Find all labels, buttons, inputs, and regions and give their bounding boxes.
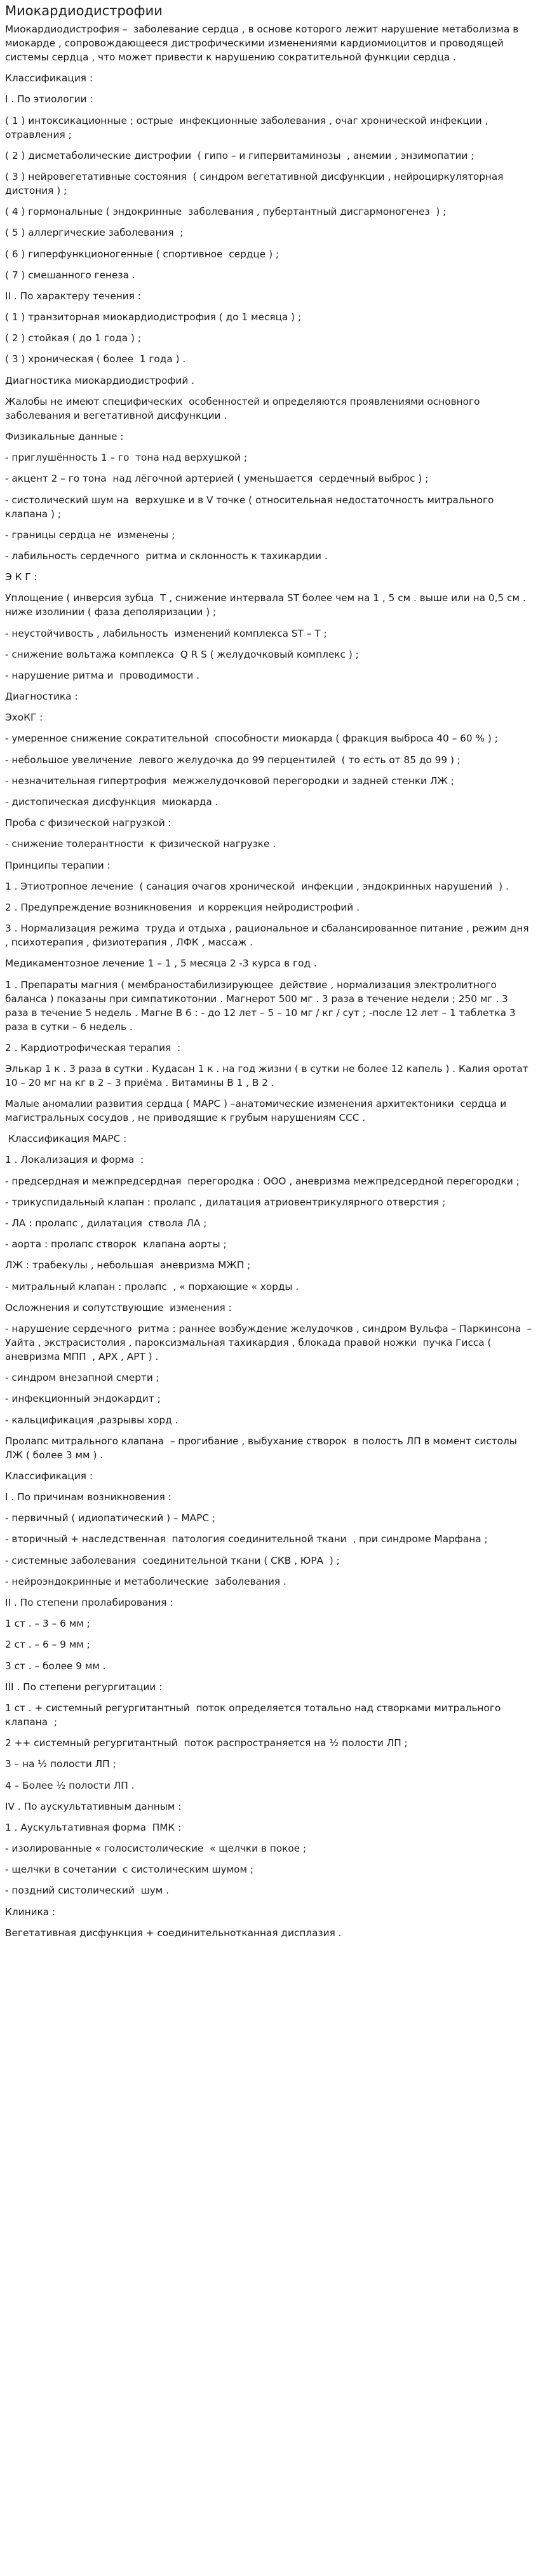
paragraph: - снижение толерантности к физической нагрузке . [5,838,276,850]
paragraph: 1 . Препараты магния ( мембраностабилизирующее действие , нормализация электролитного баланса ) показаны при симпатикотонии . Магнерот 500 мг . 3 раза в течение недели ; 250 мг . 3 раза в течение 5 недель . Магне В 6 : - до 12 лет – 5 – 10 мг / кг / сут ; -после 12 лет – 1 таблетка 3 раза в сутки – 6 недель . [5,979,519,1033]
paragraph: ( 3 ) нейровегетативные состояния ( синдром вегетативной дисфункции , нейроциркуляторная дистония ) ; [5,170,507,196]
paragraph: - незначительная гипертрофия межжелудочковой перегородки и задней стенки ЛЖ ; [5,775,454,787]
paragraph: - лабильность сердечного ритма и склонность к тахикардии . [5,550,328,562]
paragraph: - поздний систолический шум . [5,1885,169,1897]
paragraph: Классификация МАРС : [5,1133,127,1145]
paragraph: ( 2 ) стойкая ( до 1 года ) ; [5,332,141,344]
document-body [5,22,533,1940]
paragraph: Пролапс митрального клапана – прогибание , выбухание створок в полость ЛП в момент систолы ЛЖ ( более 3 мм ) . [5,1435,523,1461]
paragraph: II . По характеру течения : [5,290,141,302]
paragraph: II . По степени пролабирования : [5,1597,173,1608]
paragraph: 1 ст . – 3 – 6 мм ; [5,1618,90,1630]
paragraph: ( 7 ) смешанного генеза . [5,269,135,281]
paragraph: - снижение вольтажа комплекса Q R S ( желудочковый комплекс ) ; [5,648,359,660]
paragraph: Элькар 1 к . 3 раза в сутки . Кудасан 1 к . на год жизни ( в сутки не более 12 капель ) . Калия оротат 10 – 20 мг на кг в 2 – 3 приёма . Витамины В 1 , В 2 . [5,1062,532,1088]
paragraph: 3 ст . – более 9 мм . [5,1660,106,1672]
paragraph: Клиника : [5,1906,56,1918]
paragraph: - небольшое увеличение левого желудочка до 99 перцентилей ( то есть от 85 до 99 ) ; [5,754,461,766]
page-title: Миокардиодистрофии [5,3,163,18]
paragraph: - неустойчивость , лабильность изменений комплекса ST – T ; [5,627,327,639]
paragraph: - системные заболевания соединительной ткани ( СКВ , ЮРА ) ; [5,1554,340,1566]
paragraph: 1 ст . + системный регургитантный поток определяется тотально над створками митрального клапана ; [5,1702,504,1728]
paragraph: I . По этиологии : [5,93,93,105]
paragraph: 3 – на ½ полости ЛП ; [5,1758,116,1770]
paragraph: Классификация : [5,72,93,85]
paragraph: Физикальные данные : [5,431,124,442]
paragraph: 1 . Аускультативная форма ПМК : [5,1821,182,1833]
paragraph: - щелчки в сочетании с систолическим шумом ; [5,1864,254,1876]
paragraph: 1 . Этиотропное лечение ( санация очагов хронической инфекции , эндокринных нарушений ) . [5,880,509,892]
paragraph: - дистопическая дисфункция миокарда . [5,796,219,808]
paragraph: ( 1 ) интоксикационные ; острые инфекционные заболевания , очаг хронической инфекции , отравления ; [5,114,492,140]
paragraph: - ЛА : пролапс , дилатация ствола ЛА ; [5,1217,207,1229]
paragraph: ( 1 ) транзиторная миокардиодистрофия ( до 1 месяца ) ; [5,311,302,323]
paragraph: 3 . Нормализация режима труда и отдыха , рациональное и сбалансированное питание , режим дня , психотерапия , физиотерапия , ЛФК , массаж . [5,923,532,949]
paragraph: - умеренное снижение сократительной способности миокарда ( фракция выброса 40 – 60 % ) ; [5,733,498,745]
paragraph: Проба с физической нагрузкой : [5,817,171,829]
paragraph: III . По степени регургитации : [5,1681,163,1693]
paragraph: Миокардиодистрофия – заболевание сердца , в основе которого лежит нарушение метаболизма в миокарде , сопровождающееся дистрофическими изменениями кардиомиоцитов и проводящей системы сердца , что может привести к нарушению сократительной функции сердца . [5,24,522,63]
paragraph: - изолированные « голосистолические « щелчки в покое ; [5,1843,307,1855]
paragraph: Медикаментозное лечение 1 – 1 , 5 месяца 2 -3 курса в год . [5,958,317,970]
paragraph: Малые аномалии развития сердца ( МАРС ) –анатомические изменения архитектоники сердца и магистральных сосудов , не приводящие к грубым нарушениям ССС . [5,1098,510,1124]
paragraph: Осложнения и сопутствующие изменения : [5,1301,232,1313]
paragraph: 2 . Предупреждение возникновения и коррекция нейродистрофий . [5,901,360,913]
paragraph: ЛЖ : трабекулы , небольшая аневризма МЖП ; [5,1259,251,1271]
paragraph: Вегетативная дисфункция + соединительнотканная дисплазия . [5,1927,342,1939]
paragraph: ( 6 ) гиперфункционогенные ( спортивное сердце ) ; [5,248,279,260]
paragraph: 2 . Кардиотрофическая терапия : [5,1041,181,1054]
paragraph: Жалобы не имеют специфических особенностей и определяются проявлениями основного заболевания и вегетативной дисфункции . [5,395,483,421]
paragraph: ( 4 ) гормональные ( эндокринные заболевания , пубертантный дисгармоногенез ) ; [5,206,447,218]
paragraph: - синдром внезапной смерти ; [5,1372,159,1384]
paragraph: IV . По аускультативным данным : [5,1800,182,1812]
paragraph: 4 – Более ½ полости ЛП . [5,1779,135,1791]
paragraph: - нарушение сердечного ритма : раннее возбуждение желудочков , синдром Вульфа – Паркинсона – Уайта , экстрасистолия , пароксизмальная тахикардия , блокада правой ножки пучка Гисса ( аневризма МПП , АРХ , АРТ ) . [5,1322,535,1362]
paragraph: - акцент 2 – го тона над лёгочной артерией ( уменьшается сердечный выброс ) ; [5,473,429,485]
paragraph: 1 . Локализация и форма : [5,1154,144,1166]
paragraph: 2 ст . – 6 – 9 мм ; [5,1639,90,1651]
paragraph: Э К Г : [5,571,37,583]
paragraph: - предсердная и межпредсердная перегородка : ООО , аневризма межпредсердной перегородки ; [5,1175,520,1187]
paragraph: - границы сердца не изменены ; [5,529,175,541]
paragraph: - приглушённость 1 – го тона над верхушкой ; [5,452,248,464]
paragraph: - аорта : пролапс створок клапана аорты ; [5,1238,227,1251]
paragraph: 2 ++ системный регургитантный поток распространяется на ½ полости ЛП ; [5,1737,408,1749]
paragraph: Диагностика миокардиодистрофий . [5,374,195,386]
paragraph: - нейроэндокринные и метаболические заболевания . [5,1575,286,1587]
paragraph: - митральный клапан : пролапс , « порхающие « хорды . [5,1280,299,1292]
paragraph: - трикуспидальный клапан : пролапс , дилатация атриовентрикулярного отверстия ; [5,1196,446,1208]
paragraph: - систолический шум на верхушке и в V точке ( относительная недостаточность митрального клапана ) ; [5,494,497,520]
paragraph: Принципы терапии : [5,859,111,871]
paragraph: - нарушение ритма и проводимости . [5,669,199,681]
paragraph: - кальцификация ,разрывы хорд . [5,1414,178,1426]
paragraph: Диагностика : [5,691,78,703]
paragraph: ( 5 ) аллергические заболевания ; [5,227,184,239]
paragraph: - первичный ( идиопатический ) – МАРС ; [5,1512,216,1524]
paragraph: I . По причинам возникновения : [5,1491,171,1503]
paragraph: - инфекционный эндокардит ; [5,1393,161,1405]
paragraph: - вторичный + наследственная патология соединительной ткани , при синдроме Марфана ; [5,1533,488,1545]
paragraph: ( 2 ) дисметаболические дистрофии ( гипо – и гипервитаминозы , анемии , энзимопатии ; [5,149,474,161]
paragraph: ( 3 ) хроническая ( более 1 года ) . [5,353,186,365]
paragraph: Уплощение ( инверсия зубца Т , снижение интервала ST более чем на 1 , 5 см . выше или на 0,5 см . ниже изолинии ( фаза деполяризации ) ; [5,592,529,618]
paragraph: Классификация : [5,1470,93,1482]
paragraph: ЭхоКГ : [5,712,43,724]
